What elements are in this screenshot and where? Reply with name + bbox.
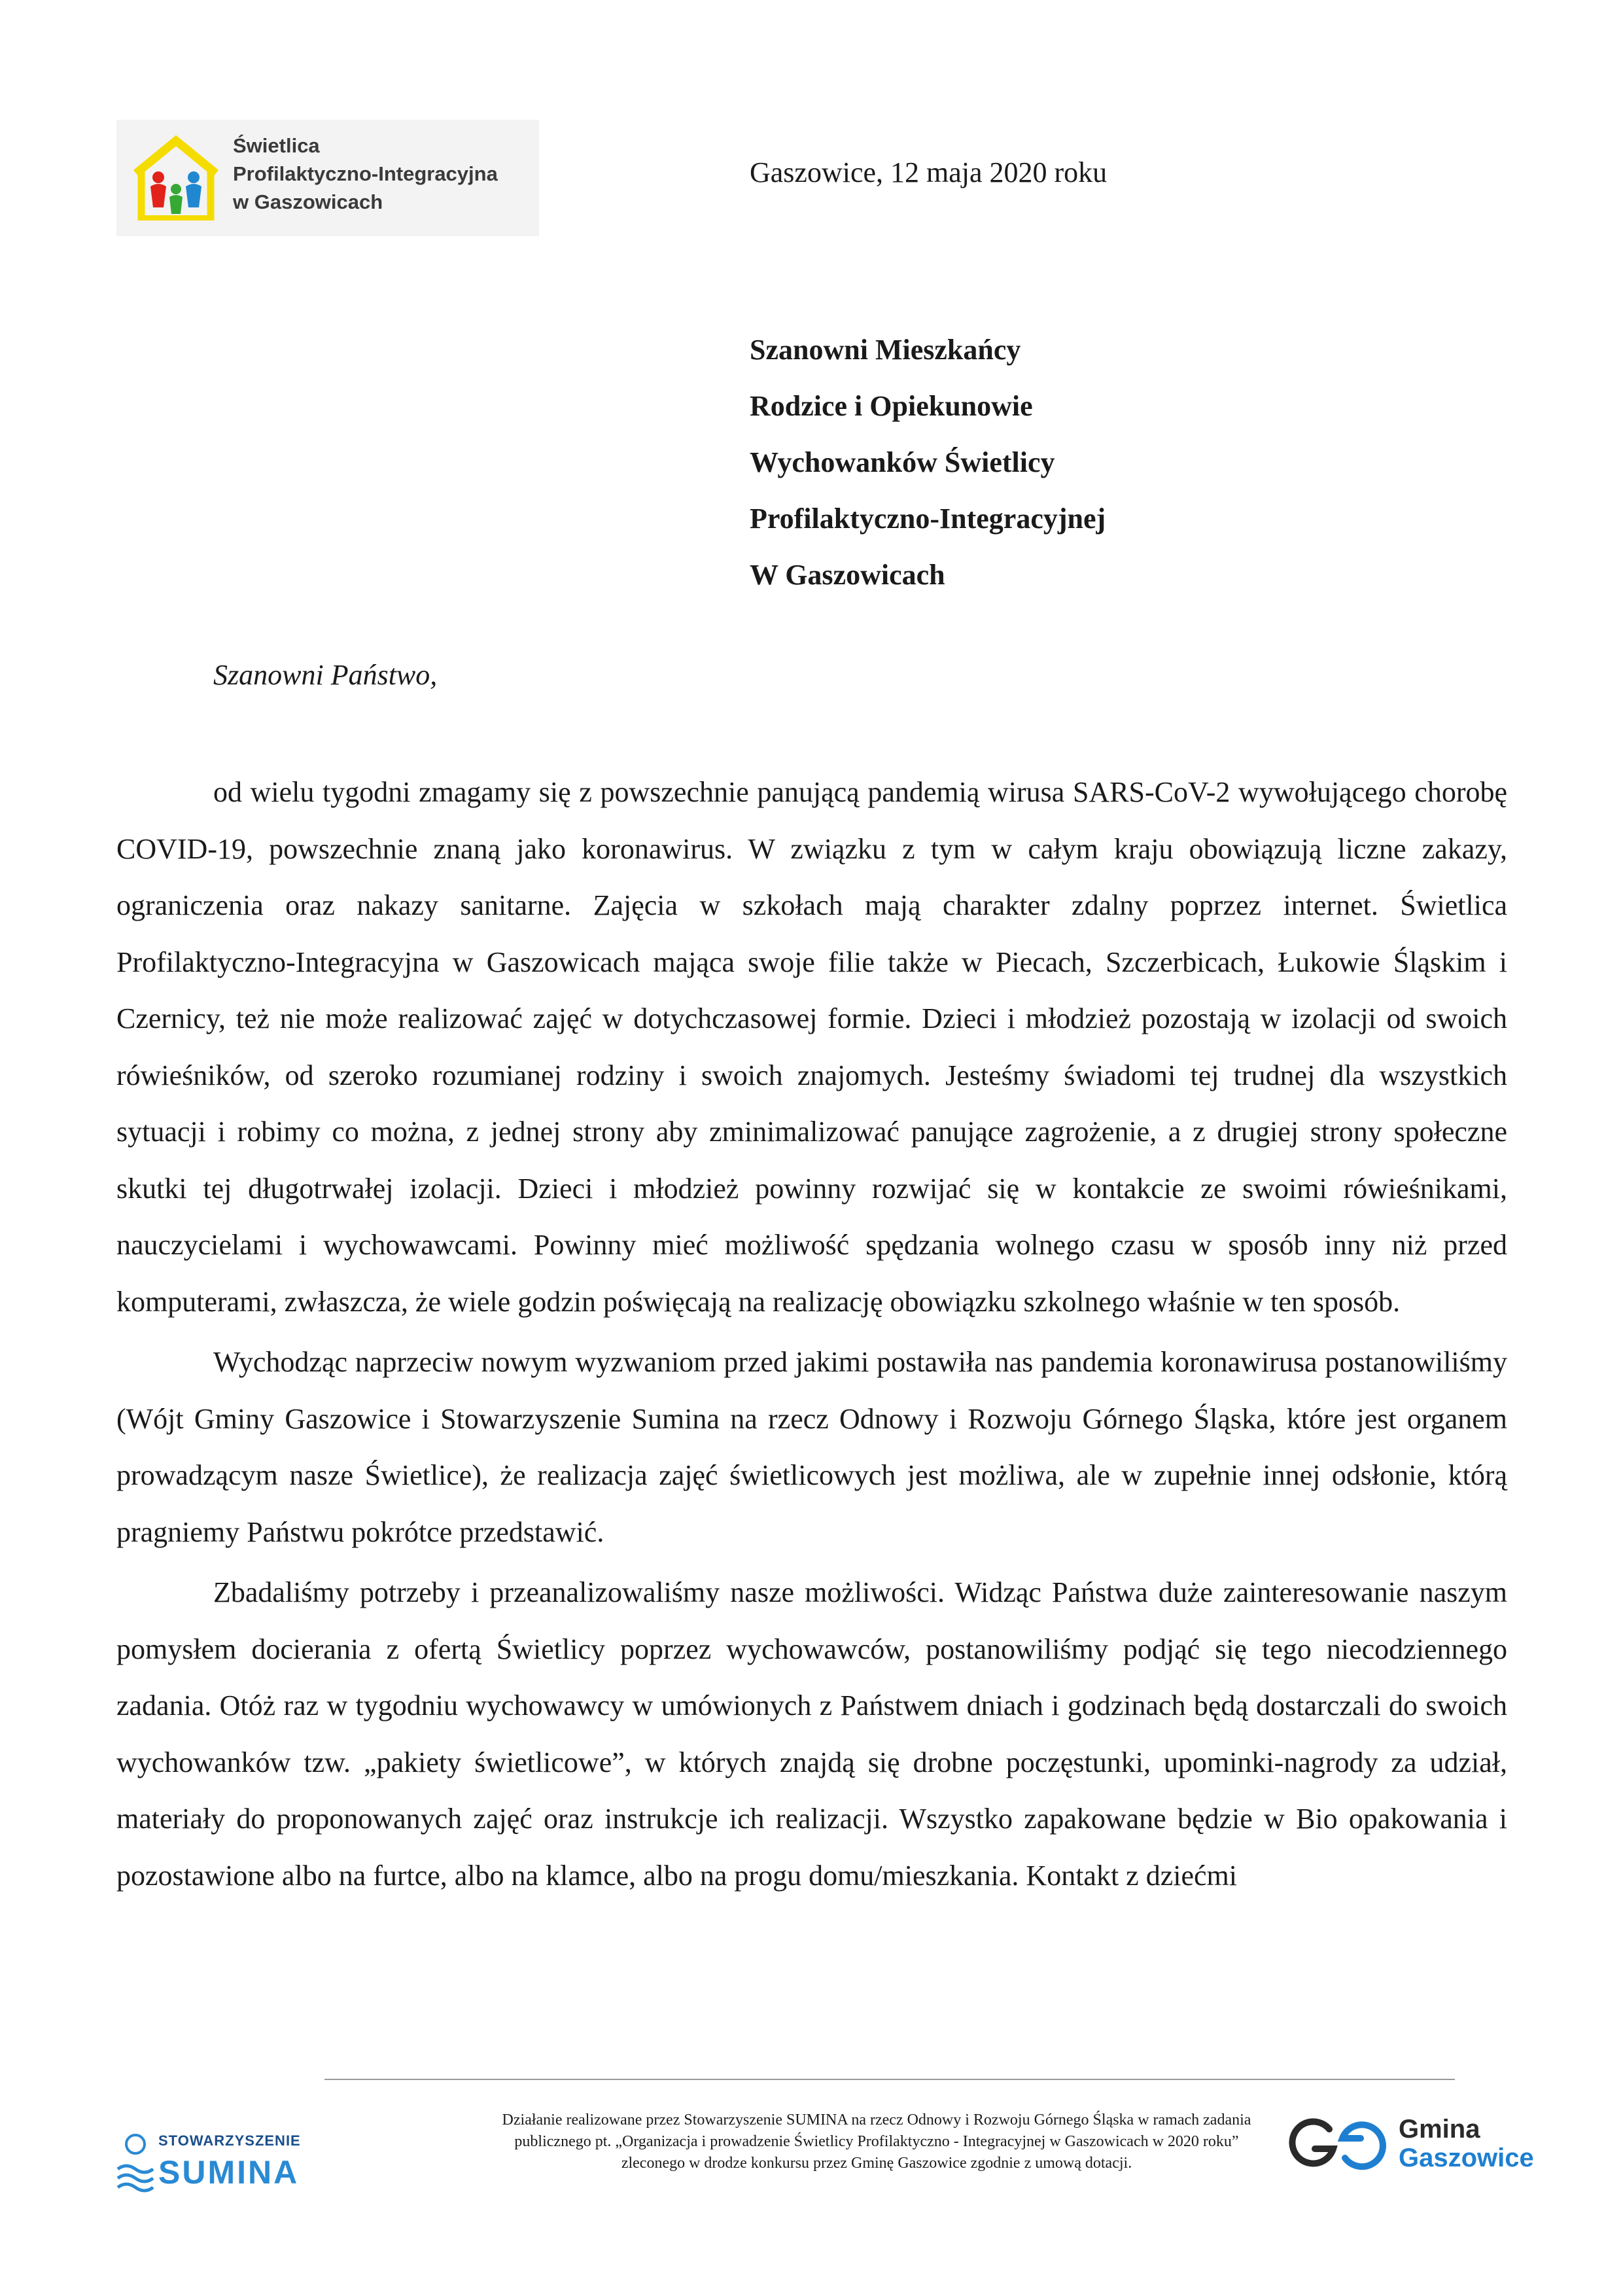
address-line: Profilaktyczno-Integracyjnej [750, 503, 1106, 535]
footer-notice-line: zleconego w drodze konkursu przez Gminę Gaszowice zgodnie z umową dotacji. [621, 2155, 1132, 2172]
footer-notice [307, 2110, 1446, 2174]
address-line: Rodzice i Opiekunowie [750, 390, 1033, 422]
gmina-name: Gaszowice [1399, 2144, 1534, 2172]
address-line: Szanowni Mieszkańcy [750, 334, 1021, 366]
logo-line-3: w Gaszowicach [233, 190, 383, 213]
footer-notice-line: Działanie realizowane przez Stowarzyszenie SUMINA na rzecz Odnowy i Rozwoju Górnego Śląska w ramach zadania [502, 2111, 1251, 2128]
letter-date: Gaszowice, 12 maja 2020 roku [750, 156, 1108, 188]
gmina-logo [1282, 2107, 1534, 2179]
paragraph: Wychodząc naprzeciw nowym wyzwaniom przed jakimi postawiła nas pandemia koronawirusa postanowiliśmy (Wójt Gminy Gaszowice i Stowarzyszenie Sumina na rzecz Odnowy i Rozwoju Górnego Śląska, które jest organem prowadzącym nasze Świetlice), że realizacja zajęć świetlicowych jest możliwa, ale w zupełnie innej odsłonie, którą pragniemy Państwu pokrótce przedstawić. [116, 1346, 1507, 1548]
house-children-icon [131, 134, 221, 226]
recipient-address [750, 322, 1106, 603]
paragraph: od wielu tygodni zmagamy się z powszechnie panującą pandemią wirusa SARS-CoV-2 wywołującego chorobę COVID-19, powszechnie znaną jako koronawirus. W związku z tym w całym kraju obowiązują liczne zakazy, ograniczenia oraz nakazy sanitarne. Zajęcia w szkołach mają charakter zdalny poprzez internet. Świetlica Profilaktyczno-Integracyjna w Gaszowicach mająca swoje filie także w Piecach, Szczerbicach, Łukowie Śląskim i Czernicy, też nie może realizować zajęć w dotychczasowej formie. Dzieci i młodzież pozostają w izolacji od swoich rówieśników, od szeroko rozumianej rodziny i swoich znajomych. Jesteśmy świadomi tej trudnej dla wszystkich sytuacji i robimy co można, z jednej strony aby zminimalizować panujące zagrożenie, a z drugiej strony społeczne skutki tej długotrwałej izolacji. Dzieci i młodzież powinny rozwijać się w kontakcie ze swoimi rówieśnikami, nauczycielami i wychowawcami. Powinny mieć możliwość spędzania wolnego czasu w sposób inny niż przed komputerami, zwłaszcza, że wiele godzin poświęcają na realizację obowiązku szkolnego właśnie w ten sposób. [116, 776, 1507, 1318]
sumina-title: SUMINA [158, 2154, 300, 2191]
paragraph: Zbadaliśmy potrzeby i przeanalizowaliśmy nasze możliwości. Widząc Państwa duże zainteresowanie naszym pomysłem docierania z ofertą Świetlicy poprzez wychowawców, postanowiliśmy podjąć się tego niecodziennego zadania. Otóż raz w tygodniu wychowawcy w umówionych z Państwem dniach i godzinach będą dostarczali do swoich wychowanków tzw. „pakiety świetlicowe”, w których znajdą się drobne poczęstunki, upominki-nagrody za udział, materiały do proponowanych zajęć oraz instrukcje ich realizacji. Wszystko zapakowane będzie w Bio opakowania i pozostawione albo na furtce, albo na klamce, albo na progu domu/mieszkania. Kontakt z dziećmi [116, 1576, 1507, 1892]
gmina-title: Gmina [1399, 2115, 1480, 2144]
swietlica-logo [116, 120, 539, 236]
logo-line-2: Profilaktyczno-Integracyjna [233, 162, 498, 185]
address-line: W Gaszowicach [750, 559, 945, 591]
footer-notice-line: publicznego pt. „Organizacja i prowadzenie Świetlicy Profilaktyczno - Integracyjnej w Gaszowicach w 2020 roku” [514, 2133, 1239, 2150]
greeting: Szanowni Państwo, [213, 659, 438, 691]
address-line: Wychowanków Świetlicy [750, 446, 1055, 478]
logo-text [233, 132, 498, 216]
sumina-logo [115, 2123, 301, 2208]
gmina-gg-icon [1282, 2111, 1393, 2176]
logo-line-1: Świetlica [233, 134, 320, 157]
footer-divider [324, 2079, 1455, 2080]
sumina-subtitle: STOWARZYSZENIE [158, 2132, 301, 2149]
sumina-waves-icon [115, 2130, 156, 2202]
letter-body [116, 764, 1507, 1904]
